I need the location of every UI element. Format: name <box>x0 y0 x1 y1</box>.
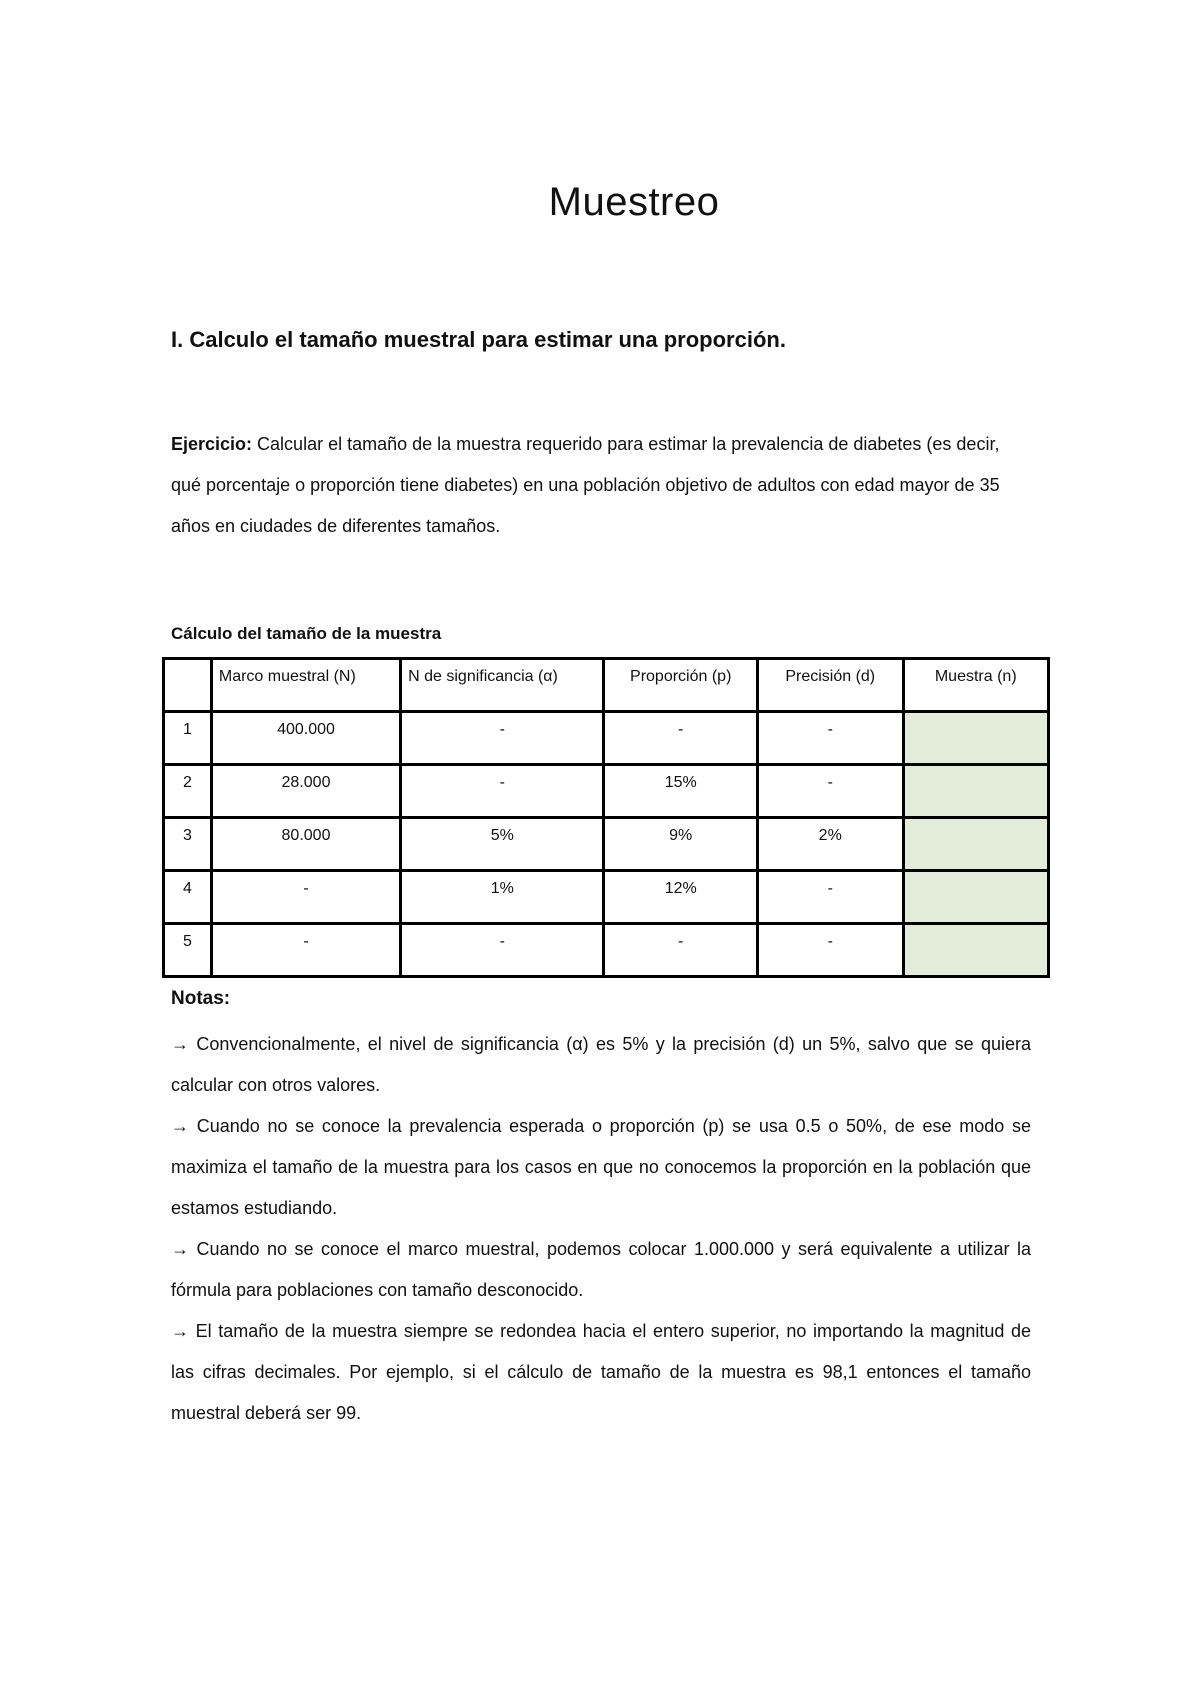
table-row <box>164 871 1049 924</box>
table-cell-row-number: 1 <box>164 712 212 765</box>
table-header-cell: Muestra (n) <box>903 659 1049 712</box>
exercise-text: Calcular el tamaño de la muestra requerido para estimar la prevalencia de diabetes (es decir, qué porcentaje o proporción tiene diabetes) en una población objetivo de adultos con edad mayor de 35 años en ciudades de diferentes tamaños. <box>171 434 1000 536</box>
table-cell-result <box>903 712 1049 765</box>
table-cell-result <box>903 765 1049 818</box>
table-header-cell: Precisión (d) <box>757 659 903 712</box>
table-cell: 1% <box>401 871 604 924</box>
table-cell: 12% <box>604 871 758 924</box>
table-cell: - <box>757 871 903 924</box>
table-cell: - <box>211 924 400 977</box>
notes-title: Notas: <box>171 988 231 1009</box>
table-caption: Cálculo del tamaño de la muestra <box>171 624 442 643</box>
table-cell-row-number: 4 <box>164 871 212 924</box>
table-cell: 400.000 <box>211 712 400 765</box>
table-header-row <box>164 659 1049 712</box>
note-item: → El tamaño de la muestra siempre se redondea hacia el entero superior, no importando la magnitud de las cifras decimales. Por ejemplo, si el cálculo de tamaño de la muestra es 98,1 entonces el tamaño muestral deberá ser 99. <box>171 1321 1031 1423</box>
note-item: → Cuando no se conoce la prevalencia esperada o proporción (p) se usa 0.5 o 50%, de ese modo se maximiza el tamaño de la muestra para los casos en que no conocemos la proporción en la población que estamos estudiando. <box>171 1116 1031 1218</box>
table-cell: 5% <box>401 818 604 871</box>
table-cell: - <box>211 871 400 924</box>
table-cell: - <box>757 924 903 977</box>
table-row <box>164 712 1049 765</box>
table-cell: - <box>401 712 604 765</box>
table-cell: - <box>604 712 758 765</box>
table-row <box>164 765 1049 818</box>
section-heading: I. Calculo el tamaño muestral para estimar una proporción. <box>171 327 786 352</box>
table-cell: - <box>757 765 903 818</box>
table-cell-row-number: 5 <box>164 924 212 977</box>
table-cell: - <box>401 765 604 818</box>
note-item: → Cuando no se conoce el marco muestral, podemos colocar 1.000.000 y será equivalente a utilizar la fórmula para poblaciones con tamaño desconocido. <box>171 1239 1031 1300</box>
table-cell-result <box>903 871 1049 924</box>
table-header-cell: Proporción (p) <box>604 659 758 712</box>
table-cell: 15% <box>604 765 758 818</box>
table-cell: 2% <box>757 818 903 871</box>
table-cell: 80.000 <box>211 818 400 871</box>
exercise-lead: Ejercicio: <box>171 434 253 454</box>
table-cell-result <box>903 924 1049 977</box>
sample-size-table <box>162 657 1050 978</box>
table-cell-row-number: 2 <box>164 765 212 818</box>
table-cell: 9% <box>604 818 758 871</box>
table-header-cell <box>164 659 212 712</box>
table-cell: - <box>757 712 903 765</box>
table-header-cell: Marco muestral (N) <box>211 659 400 712</box>
table-cell-result <box>903 818 1049 871</box>
note-item: → Convencionalmente, el nivel de significancia (α) es 5% y la precisión (d) un 5%, salvo que se quiera calcular con otros valores. <box>171 1034 1031 1095</box>
notes-list <box>171 1024 1031 1434</box>
table-cell: - <box>401 924 604 977</box>
page-title: Muestreo <box>548 180 720 224</box>
table-row <box>164 924 1049 977</box>
table-cell-row-number: 3 <box>164 818 212 871</box>
table-row <box>164 818 1049 871</box>
table-cell: 28.000 <box>211 765 400 818</box>
exercise-paragraph <box>171 424 1031 547</box>
table-header-cell: N de significancia (α) <box>401 659 604 712</box>
table-cell: - <box>604 924 758 977</box>
